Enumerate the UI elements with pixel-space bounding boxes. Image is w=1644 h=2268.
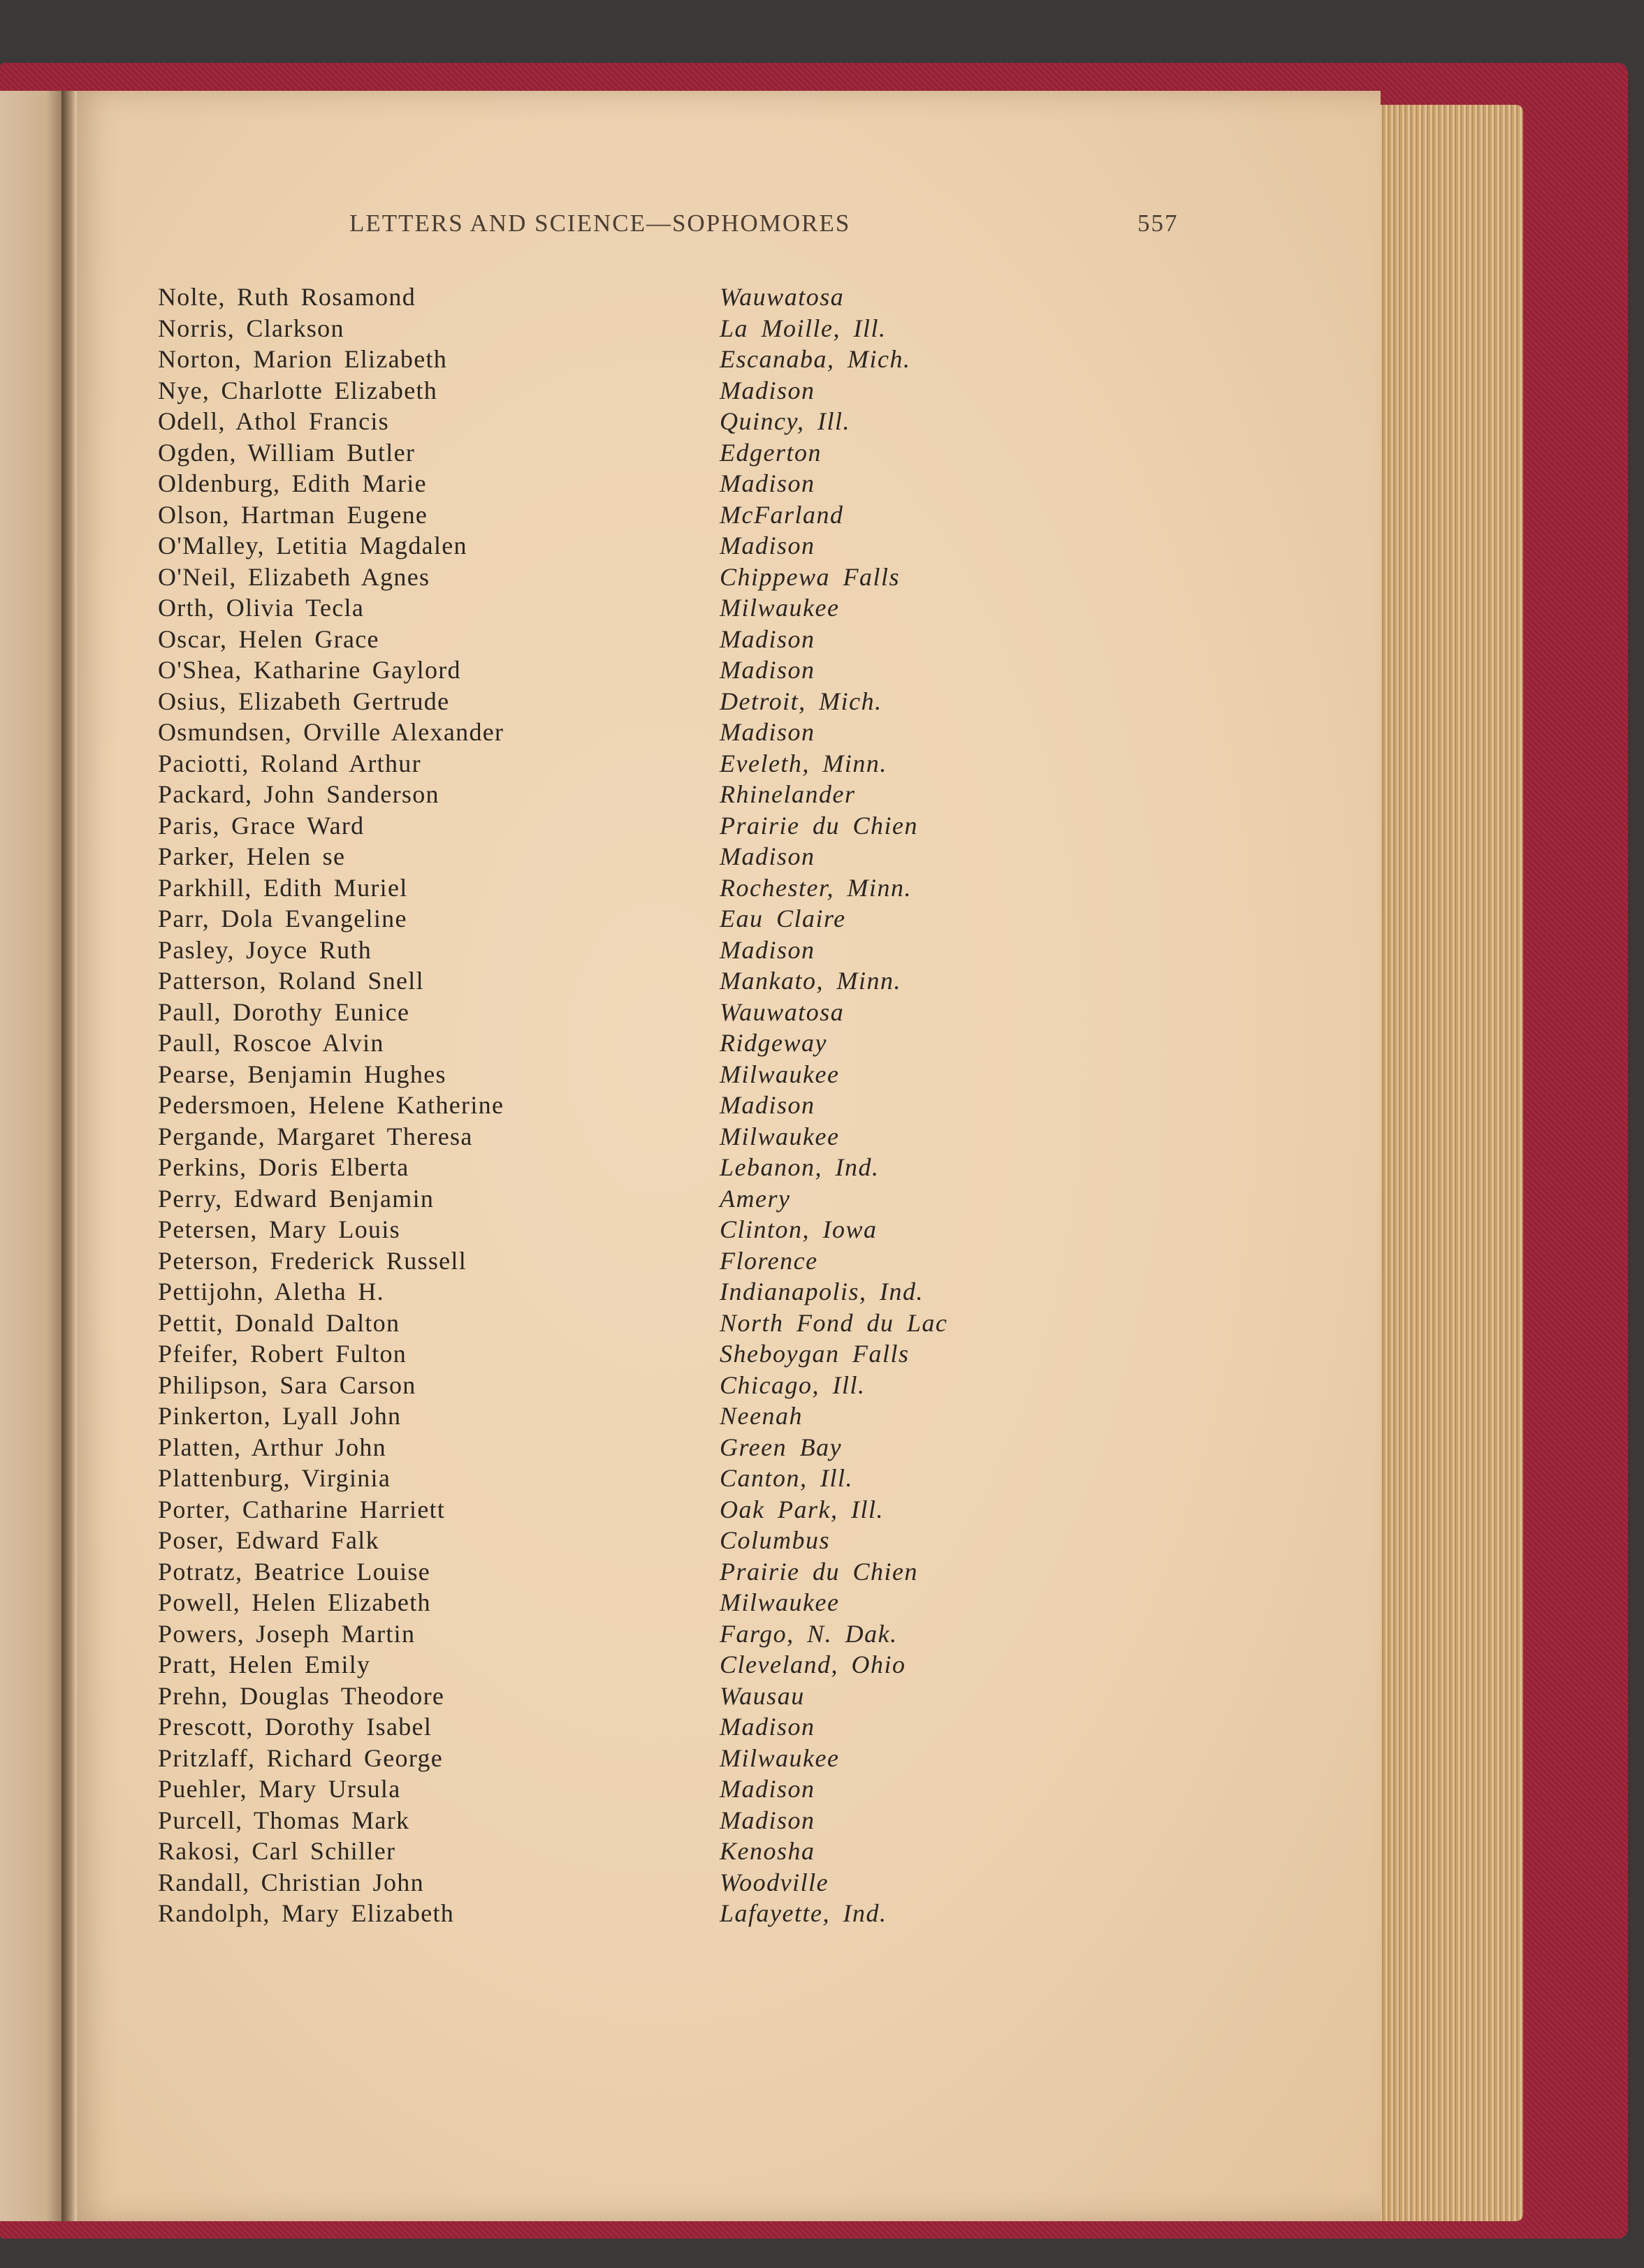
student-hometown: North Fond du Lac <box>720 1308 948 1337</box>
student-hometown: McFarland <box>720 500 844 529</box>
list-item <box>158 1836 1066 1867</box>
student-name: Pedersmoen, Helene Katherine <box>158 1091 504 1119</box>
student-name: Nolte, Ruth Rosamond <box>158 283 416 311</box>
student-hometown: Mankato, Minn. <box>720 967 901 995</box>
list-item <box>158 935 1066 966</box>
list-item <box>158 965 1066 997</box>
list-item <box>158 1743 1066 1774</box>
student-name: Philipson, Sara Carson <box>158 1370 416 1399</box>
list-item <box>158 1121 1066 1153</box>
student-hometown: Madison <box>720 718 815 746</box>
student-hometown: Madison <box>720 1806 815 1834</box>
list-item <box>158 406 1066 437</box>
student-name: Pritzlaff, Richard George <box>158 1743 444 1772</box>
student-hometown: Wauwatosa <box>720 997 845 1026</box>
student-name: Randall, Christian John <box>158 1868 424 1896</box>
list-item <box>158 1183 1066 1215</box>
list-item <box>158 1338 1066 1370</box>
student-name: Parkhill, Edith Muriel <box>158 873 408 902</box>
list-item <box>158 841 1066 872</box>
student-hometown: Milwaukee <box>720 1122 840 1150</box>
student-name: Ogden, William Butler <box>158 438 416 467</box>
list-item <box>158 779 1066 810</box>
student-hometown: Madison <box>720 1713 815 1741</box>
list-item <box>158 1059 1066 1090</box>
list-item <box>158 468 1066 499</box>
list-item <box>158 1773 1066 1805</box>
list-item <box>158 1525 1066 1556</box>
student-hometown: Ridgeway <box>720 1029 827 1057</box>
student-hometown: Green Bay <box>720 1433 843 1461</box>
student-name: Parr, Dola Evangeline <box>158 905 407 932</box>
list-item <box>158 1432 1066 1463</box>
student-name: Paciotti, Roland Arthur <box>158 749 421 777</box>
running-title: LETTERS AND SCIENCE—SOPHOMORES <box>349 210 851 237</box>
list-item <box>158 1867 1066 1898</box>
student-hometown: Lebanon, Ind. <box>720 1153 880 1181</box>
student-name: Norton, Marion Elizabeth <box>158 345 448 373</box>
list-item <box>158 1400 1066 1432</box>
student-hometown: Eau Claire <box>720 905 846 932</box>
list-item <box>158 1649 1066 1681</box>
list-item <box>158 1027 1066 1059</box>
list-item <box>158 1494 1066 1526</box>
student-name: Pratt, Helen Emily <box>158 1651 371 1678</box>
student-name: O'Shea, Katharine Gaylord <box>158 656 461 684</box>
student-name: Pergande, Margaret Theresa <box>158 1122 473 1150</box>
list-item <box>158 344 1066 375</box>
student-name: Oscar, Helen Grace <box>158 624 379 653</box>
student-name: O'Malley, Letitia Magdalen <box>158 532 467 559</box>
list-item <box>158 530 1066 562</box>
student-name: Plattenburg, Virginia <box>158 1464 391 1492</box>
student-name: Perry, Edward Benjamin <box>158 1184 435 1213</box>
student-hometown: Escanaba, Mich. <box>720 345 911 373</box>
student-name: Prescott, Dorothy Isabel <box>158 1713 432 1741</box>
list-item <box>158 1308 1066 1339</box>
list-item <box>158 686 1066 717</box>
student-name: Porter, Catharine Harriett <box>158 1495 446 1523</box>
student-name: Oldenburg, Edith Marie <box>158 469 427 497</box>
student-name: Pettit, Donald Dalton <box>158 1308 400 1337</box>
student-name: Packard, John Sanderson <box>158 780 439 808</box>
list-item <box>158 872 1066 904</box>
student-hometown: Neenah <box>720 1402 803 1430</box>
student-hometown: Wausau <box>720 1681 805 1710</box>
book-gutter <box>61 91 77 2221</box>
student-hometown: Lafayette, Ind. <box>720 1899 887 1927</box>
list-item <box>158 1805 1066 1836</box>
student-hometown: Milwaukee <box>720 594 840 622</box>
student-name: Paull, Roscoe Alvin <box>158 1029 384 1057</box>
list-item <box>158 313 1066 344</box>
student-name: Nye, Charlotte Elizabeth <box>158 376 438 404</box>
student-hometown: Oak Park, Ill. <box>720 1495 884 1523</box>
list-item <box>158 748 1066 780</box>
student-name: Paull, Dorothy Eunice <box>158 997 410 1026</box>
student-name: Norris, Clarkson <box>158 314 344 342</box>
student-hometown: Madison <box>720 624 815 653</box>
student-hometown: Milwaukee <box>720 1060 840 1088</box>
list-item <box>158 1152 1066 1183</box>
student-hometown: Chippewa Falls <box>720 562 901 591</box>
list-item <box>158 281 1066 313</box>
student-hometown: Eveleth, Minn. <box>720 749 887 777</box>
student-name: Platten, Arthur John <box>158 1433 386 1461</box>
list-item <box>158 1090 1066 1121</box>
student-hometown: Chicago, Ill. <box>720 1370 866 1399</box>
student-name: Pettijohn, Aletha H. <box>158 1278 384 1305</box>
student-hometown: Detroit, Mich. <box>720 687 882 715</box>
student-name: Poser, Edward Falk <box>158 1526 379 1554</box>
student-name: Orth, Olivia Tecla <box>158 594 365 622</box>
list-item <box>158 1245 1066 1277</box>
list-item <box>158 717 1066 748</box>
student-hometown: Woodville <box>720 1868 829 1896</box>
list-item <box>158 997 1066 1028</box>
student-name: Osius, Elizabeth Gertrude <box>158 687 450 715</box>
student-name: Puehler, Mary Ursula <box>158 1775 401 1803</box>
student-hometown: Madison <box>720 469 815 497</box>
list-item <box>158 437 1066 469</box>
list-item <box>158 1587 1066 1618</box>
student-hometown: Indianapolis, Ind. <box>720 1278 924 1305</box>
student-name: Powers, Joseph Martin <box>158 1619 416 1648</box>
student-hometown: Canton, Ill. <box>720 1464 854 1492</box>
student-name: Olson, Hartman Eugene <box>158 500 428 529</box>
student-hometown: Kenosha <box>720 1837 815 1865</box>
student-hometown: Madison <box>720 842 815 870</box>
list-item <box>158 375 1066 407</box>
student-hometown: Rhinelander <box>720 780 856 808</box>
list-item <box>158 1556 1066 1588</box>
student-name: Pearse, Benjamin Hughes <box>158 1060 446 1088</box>
student-name: Prehn, Douglas Theodore <box>158 1681 445 1710</box>
student-name: Paris, Grace Ward <box>158 811 365 840</box>
student-name: Randolph, Mary Elizabeth <box>158 1899 455 1927</box>
student-hometown: Sheboygan Falls <box>720 1340 910 1368</box>
student-name: Purcell, Thomas Mark <box>158 1806 410 1834</box>
student-hometown: Madison <box>720 1091 815 1119</box>
list-item <box>158 654 1066 686</box>
list-item <box>158 1214 1066 1245</box>
page-header <box>349 210 1188 242</box>
list-item <box>158 499 1066 531</box>
student-hometown: Madison <box>720 935 815 964</box>
student-name: Powell, Helen Elizabeth <box>158 1588 431 1616</box>
student-name: Rakosi, Carl Schiller <box>158 1837 396 1865</box>
student-hometown: Prairie du Chien <box>720 811 918 840</box>
list-item <box>158 1276 1066 1308</box>
list-item <box>158 1370 1066 1401</box>
list-item <box>158 903 1066 935</box>
student-name: Petersen, Mary Louis <box>158 1215 400 1243</box>
student-hometown: Fargo, N. Dak. <box>720 1619 898 1648</box>
student-hometown: Wauwatosa <box>720 283 845 311</box>
student-name: Parker, Helen se <box>158 842 346 870</box>
student-list <box>158 281 1066 1929</box>
student-hometown: Prairie du Chien <box>720 1557 918 1586</box>
student-hometown: Milwaukee <box>720 1588 840 1616</box>
list-item <box>158 1711 1066 1743</box>
student-name: Osmundsen, Orville Alexander <box>158 718 504 746</box>
list-item <box>158 1681 1066 1712</box>
student-name: Pasley, Joyce Ruth <box>158 935 372 964</box>
student-hometown: Quincy, Ill. <box>720 407 850 435</box>
student-hometown: Clinton, Iowa <box>720 1215 878 1243</box>
list-item <box>158 1463 1066 1494</box>
student-hometown: Milwaukee <box>720 1743 840 1772</box>
student-hometown: Columbus <box>720 1526 831 1554</box>
student-name: Potratz, Beatrice Louise <box>158 1557 431 1586</box>
student-hometown: Madison <box>720 532 815 559</box>
page-edge-stack <box>1355 105 1523 2221</box>
list-item <box>158 624 1066 655</box>
student-hometown: Amery <box>720 1184 791 1213</box>
student-name: Patterson, Roland Snell <box>158 967 424 995</box>
student-name: Peterson, Frederick Russell <box>158 1246 467 1275</box>
student-hometown: La Moille, Ill. <box>720 314 887 342</box>
student-hometown: Madison <box>720 656 815 684</box>
student-name: Odell, Athol Francis <box>158 407 389 435</box>
list-item <box>158 562 1066 593</box>
list-item <box>158 810 1066 842</box>
student-hometown: Cleveland, Ohio <box>720 1651 906 1678</box>
student-hometown: Rochester, Minn. <box>720 873 912 902</box>
student-name: Pinkerton, Lyall John <box>158 1402 402 1430</box>
list-item <box>158 1618 1066 1650</box>
student-hometown: Florence <box>720 1246 818 1275</box>
student-name: O'Neil, Elizabeth Agnes <box>158 562 430 591</box>
student-hometown: Madison <box>720 1775 815 1803</box>
page-number: 557 <box>1137 210 1179 237</box>
previous-page-edge <box>0 91 66 2221</box>
student-hometown: Edgerton <box>720 438 822 467</box>
student-name: Perkins, Doris Elberta <box>158 1153 409 1181</box>
list-item <box>158 1898 1066 1929</box>
student-name: Pfeifer, Robert Fulton <box>158 1340 407 1368</box>
list-item <box>158 592 1066 624</box>
student-hometown: Madison <box>720 376 815 404</box>
